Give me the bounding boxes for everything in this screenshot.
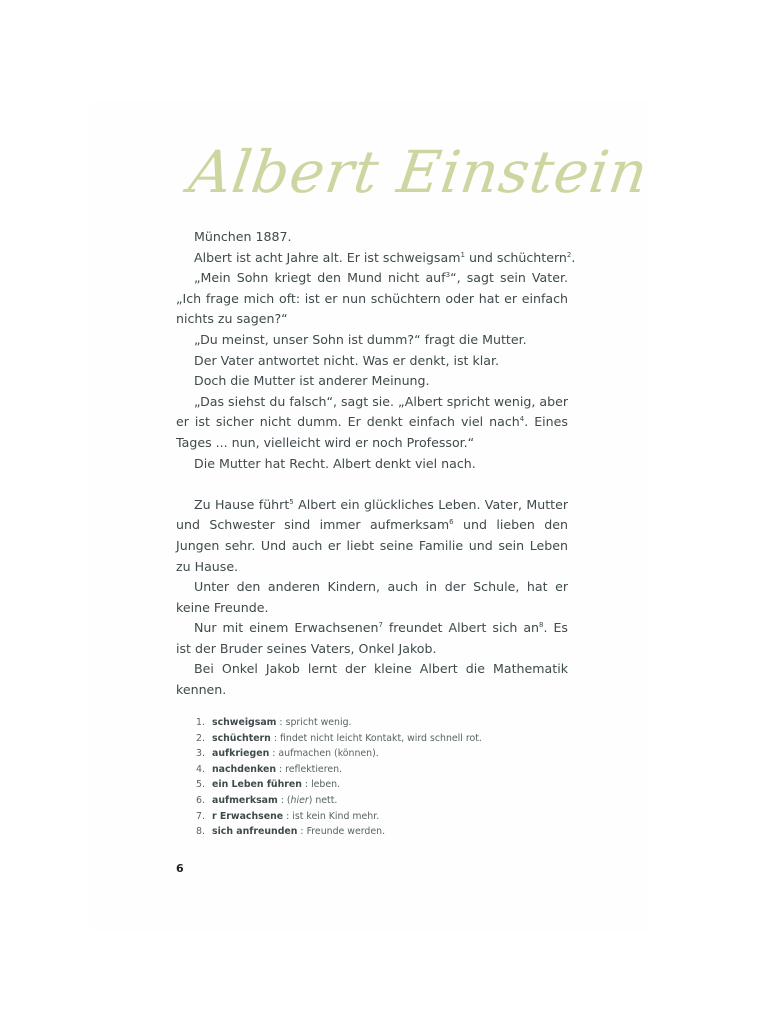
glossary	[196, 715, 556, 840]
glossary-item: 5. ein Leben führen : leben.	[196, 779, 341, 791]
paragraph: Bei Onkel Jakob lernt der kleine Albert die Mathematik kennen.	[176, 661, 568, 698]
glossary-item: 6. aufmerksam : ( hier ) nett.	[196, 794, 338, 806]
story-text	[176, 227, 576, 701]
glossary-item: 8. sich anfreunden : Freunde werden.	[196, 826, 386, 838]
footnote-ref: 6	[449, 518, 454, 527]
footnote-ref: 8	[539, 621, 544, 630]
glossary-item: 2. schüchtern : findet nicht leicht Kontakt, wird schnell rot.	[196, 732, 482, 744]
paragraph: Doch die Mutter ist anderer Meinung.	[194, 373, 430, 389]
paragraph: „Mein Sohn kriegt den Mund nicht auf$^3$“, sagt sein Vater. „Ich frage mich oft: ist er nun schüchtern oder hat er einfach nichts zu sagen?“	[176, 270, 568, 327]
footnote-ref: 7	[378, 621, 383, 630]
paragraph: Unter den anderen Kindern, auch in der Schule, hat er keine Freunde.	[176, 579, 568, 615]
paragraph: Der Vater antwortet nicht. Was er denkt, ist klar.	[194, 352, 499, 368]
paragraph: „Du meinst, unser Sohn ist dumm?“ fragt die Mutter.	[194, 331, 527, 347]
paragraph: Nur mit einem Erwachsenen$^7$ freundet Albert sich $an^8$. Es ist der Bruder seines Vaters, Onkel Jakob.	[176, 620, 568, 656]
paragraph: Zu Hause führt$^5$ Albert ein glückliches Leben. Vater, Mutter und Schwester sind immer aufmerksam$^6$ und lieben den Jungen sehr. Und auch er liebt seine Familie und sein Leben zu Hause.	[176, 496, 569, 574]
paragraph: Die Mutter hat Recht. Albert denkt viel nach.	[194, 455, 476, 471]
page-number: 6	[176, 862, 184, 875]
paragraph: „Das siehst du falsch“, sagt sie. „Albert spricht wenig, aber er ist sicher nicht dumm. Er denkt einfach viel nach$^4$. Eines Tages ... nun, vielleicht wird er noch Professor.“	[176, 393, 568, 450]
paragraph: Albert ist acht Jahre alt. Er ist schweigsam$^1$ und schüchtern$^2$.	[194, 249, 576, 265]
glossary-item: 3. aufkriegen : aufmachen (können).	[196, 748, 379, 760]
glossary-item: 1. schweigsam : spricht wenig.	[196, 717, 352, 728]
glossary-item: 7. r Erwachsene : ist kein Kind mehr.	[196, 810, 380, 822]
footnote-ref: 5	[289, 497, 294, 506]
footnote-ref: 2	[566, 250, 572, 259]
glossary-item: 4. nachdenken : reflektieren.	[196, 763, 343, 775]
footnote-ref: 4	[519, 415, 525, 424]
footnote-ref: 1	[460, 250, 465, 259]
chapter-title: Albert Einstein	[185, 138, 653, 206]
paragraph: München 1887.	[194, 229, 292, 244]
footnote-ref: 3	[445, 271, 451, 280]
